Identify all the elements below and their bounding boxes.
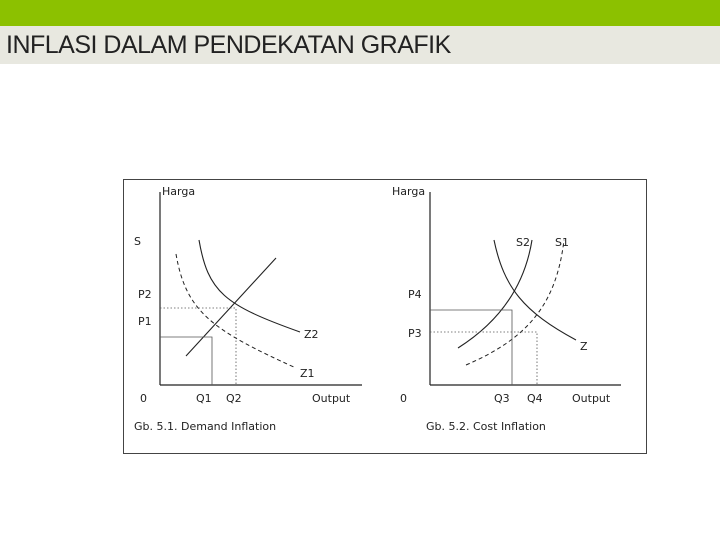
top-accent-bar <box>0 0 720 26</box>
left-origin-label: 0 <box>140 392 147 405</box>
left-demand-z2-label: Z2 <box>304 328 319 341</box>
right-origin-label: 0 <box>400 392 407 405</box>
left-p1-guide <box>160 337 212 385</box>
right-demand-z-label: Z <box>580 340 588 353</box>
right-qty-q3-label: Q3 <box>494 392 510 405</box>
figure-frame <box>123 179 647 454</box>
left-supply-label: S <box>134 235 141 248</box>
right-caption: Gb. 5.2. Cost Inflation <box>426 420 546 433</box>
right-x-axis-label: Output <box>572 392 611 405</box>
right-qty-q4-label: Q4 <box>527 392 543 405</box>
left-supply-curve <box>186 258 276 356</box>
left-qty-q2-label: Q2 <box>226 392 242 405</box>
left-x-axis-label: Output <box>312 392 351 405</box>
right-price-p3-label: P3 <box>408 327 422 340</box>
left-demand-curve-z2 <box>199 240 300 332</box>
right-demand-curve <box>494 240 576 340</box>
slide-title: INFLASI DALAM PENDEKATAN GRAFIK <box>6 31 451 59</box>
right-y-axis-label: Harga <box>392 185 426 198</box>
cost-inflation-diagram <box>392 185 621 405</box>
left-p2-guide <box>160 308 236 385</box>
right-p3-guide <box>430 332 537 385</box>
inflation-diagrams <box>124 180 646 453</box>
left-y-axis-label: Harga <box>162 185 196 198</box>
left-price-p1-label: P1 <box>138 315 152 328</box>
right-supply-s1-label: S1 <box>555 236 569 249</box>
left-caption: Gb. 5.1. Demand Inflation <box>134 420 277 433</box>
left-demand-curve-z1 <box>176 254 296 368</box>
left-price-p2-label: P2 <box>138 288 152 301</box>
left-demand-z1-label: Z1 <box>300 367 315 380</box>
demand-inflation-diagram <box>134 185 362 405</box>
left-qty-q1-label: Q1 <box>196 392 212 405</box>
right-price-p4-label: P4 <box>408 288 422 301</box>
right-supply-s2-label: S2 <box>516 236 530 249</box>
right-supply-curve-s1 <box>466 240 564 365</box>
